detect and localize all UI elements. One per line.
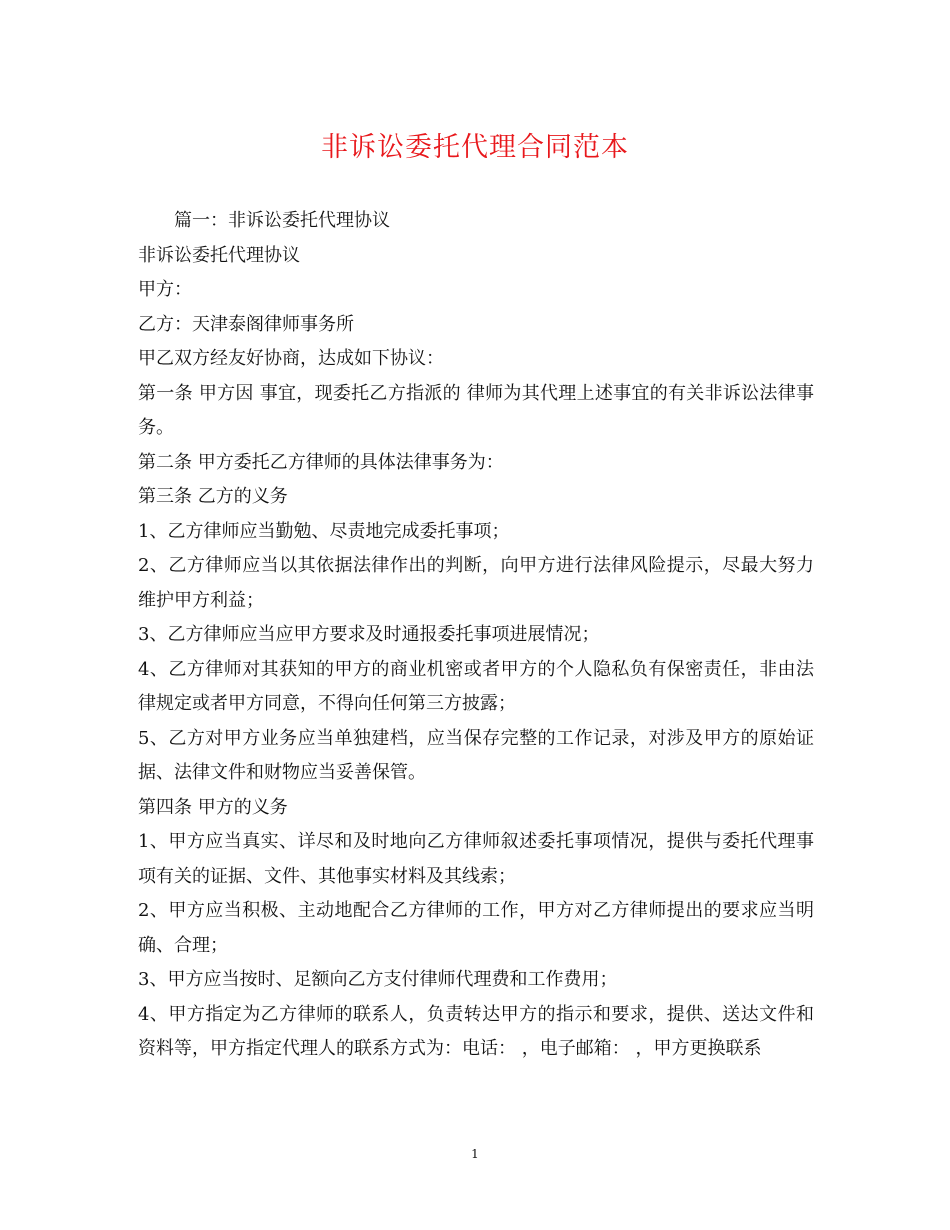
paragraph: 3、乙方律师应当应甲方要求及时通报委托事项进展情况；	[138, 624, 600, 645]
document-title: 非诉讼委托代理合同范本	[321, 132, 629, 163]
paragraph: 2、甲方应当积极、主动地配合乙方律师的工作，甲方对乙方律师提出的要求应当明确、合理；	[138, 900, 814, 956]
document-body	[138, 204, 814, 1067]
paragraph: 非诉讼委托代理协议	[138, 244, 300, 266]
paragraph: 第三条 乙方的义务	[138, 486, 288, 507]
paragraph: 4、乙方律师对其获知的甲方的商业机密或者甲方的个人隐私负有保密责任，非由法律规定或者甲方同意，不得向任何第三方披露；	[138, 658, 814, 714]
paragraph: 第二条 甲方委托乙方律师的具体法律事务为：	[138, 451, 504, 473]
paragraph: 5、乙方对甲方业务应当单独建档，应当保存完整的工作记录，对涉及甲方的原始证据、法律文件和财物应当妥善保管。	[138, 727, 814, 783]
paragraph: 4、甲方指定为乙方律师的联系人，负责转达甲方的指示和要求，提供、送达文件和资料等，甲方指定代理人的联系方式为：电话： ，电子邮箱： ，甲方更换联系	[138, 1003, 814, 1059]
paragraph: 1、甲方应当真实、详尽和及时地向乙方律师叙述委托事项情况，提供与委托代理事项有关的证据、文件、其他事实材料及其线索；	[138, 831, 814, 887]
paragraph: 篇一：非诉讼委托代理协议	[174, 210, 390, 231]
page-number: 1	[471, 1147, 479, 1161]
paragraph: 甲乙双方经友好协商，达成如下协议：	[138, 348, 444, 369]
paragraph: 3、甲方应当按时、足额向乙方支付律师代理费和工作费用；	[138, 969, 618, 990]
paragraph: 第一条 甲方因 事宜，现委托乙方指派的 律师为其代理上述事宜的有关非诉讼法律事务。	[138, 382, 814, 438]
paragraph: 第四条 甲方的义务	[138, 796, 288, 818]
paragraph: 2、乙方律师应当以其依据法律作出的判断，向甲方进行法律风险提示，尽最大努力维护甲方利益；	[138, 555, 814, 611]
paragraph: 乙方：天津泰阁律师事务所	[138, 313, 354, 335]
paragraph: 甲方：	[138, 279, 192, 300]
paragraph: 1、乙方律师应当勤勉、尽责地完成委托事项；	[138, 520, 510, 542]
